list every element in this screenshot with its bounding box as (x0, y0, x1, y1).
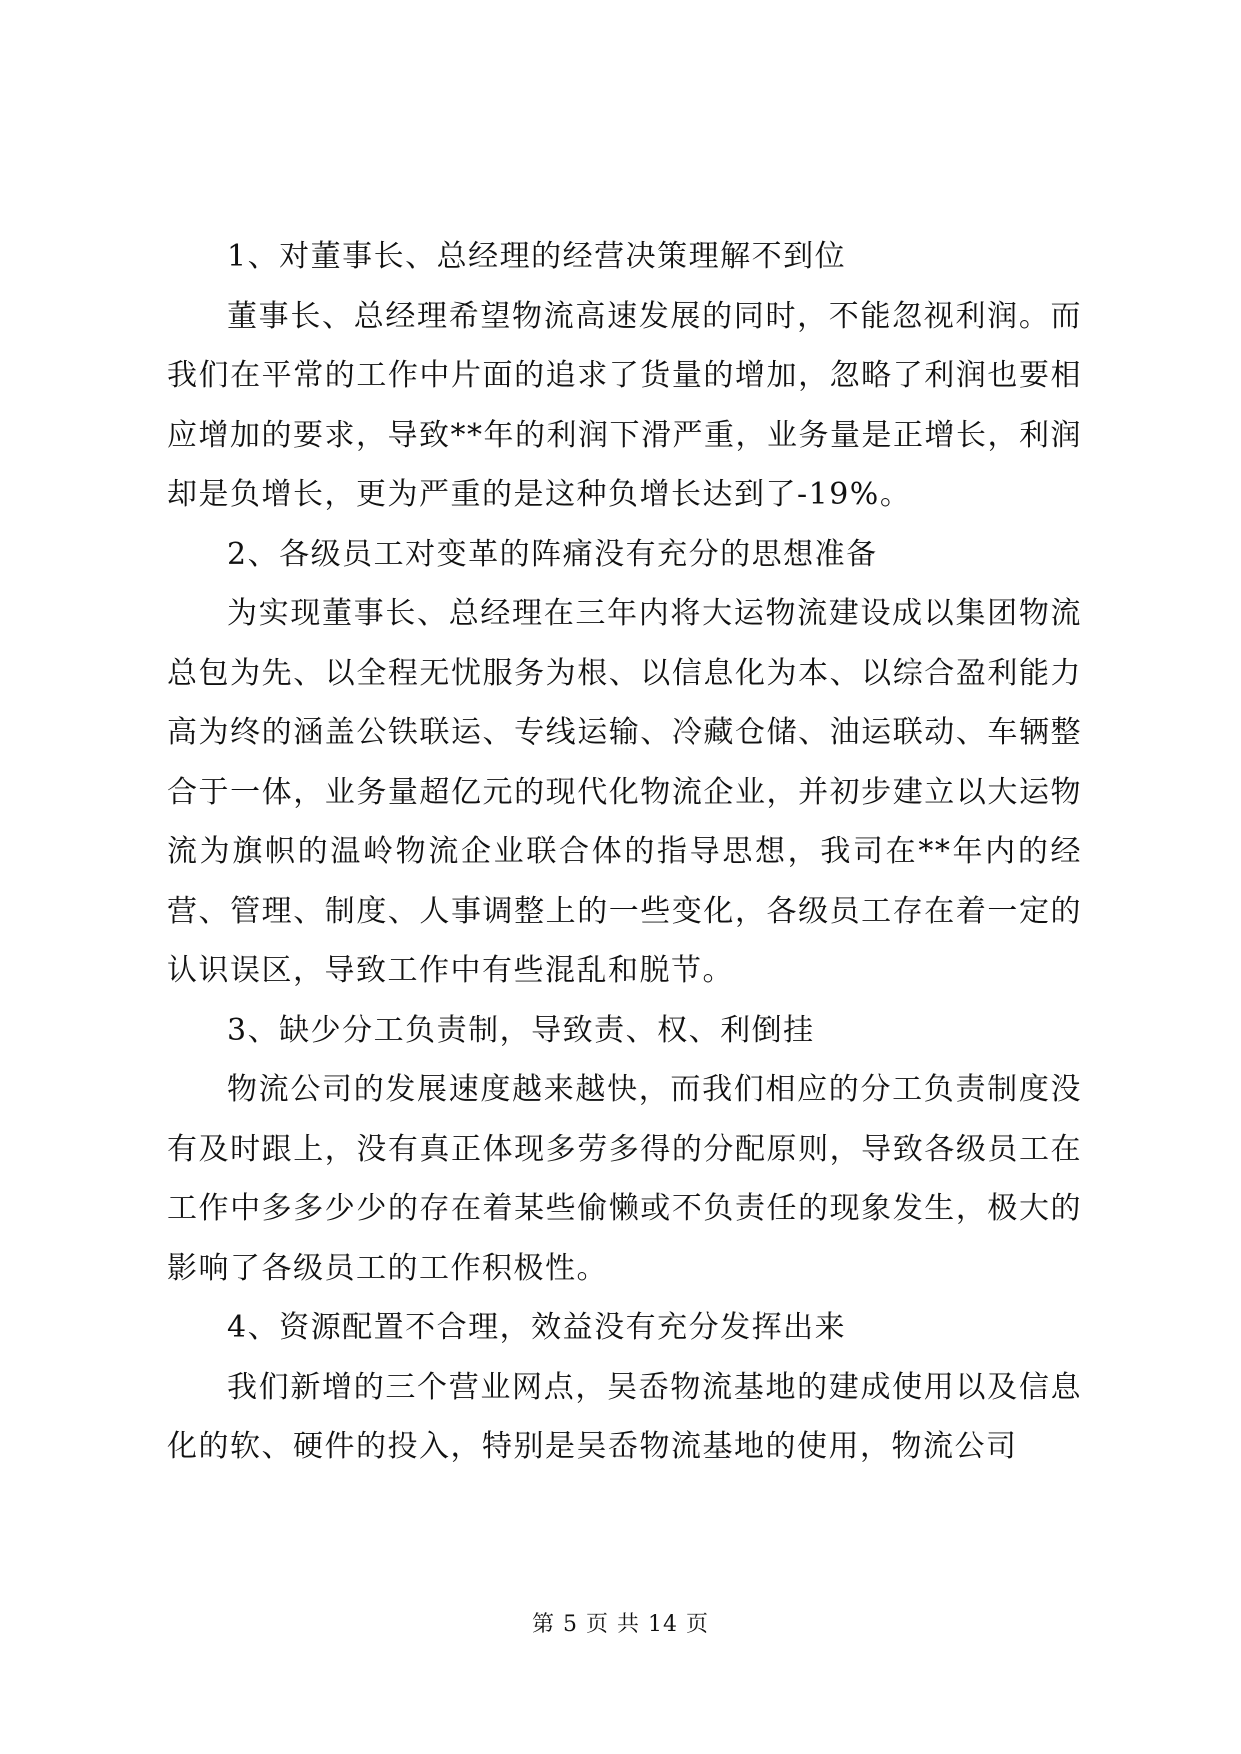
section-paragraph-1: 董事长、总经理希望物流高速发展的同时，不能忽视利润。而我们在平常的工作中片面的追求了货量的增加，忽略了利润也要相应增加的要求，导致**年的利润下滑严重，业务量是正增长，利润却是负增长，更为严重的是这种负增长达到了-19%。 (167, 298, 1082, 512)
section-heading-2: 2、各级员工对变革的阵痛没有充分的思想准备 (227, 536, 878, 572)
section-paragraph-2: 为实现董事长、总经理在三年内将大运物流建设成以集团物流总包为先、以全程无忧服务为根、以信息化为本、以综合盈利能力高为终的涵盖公铁联运、专线运输、冷藏仓储、油运联动、车辆整合于一体，业务量超亿元的现代化物流企业，并初步建立以大运物流为旗帜的温岭物流企业联合体的指导思想，我司在**年内的经营、管理、制度、人事调整上的一些变化，各级员工存在着一定的认识误区，导致工作中有些混乱和脱节。 (167, 596, 1082, 988)
document-body (167, 227, 1082, 1477)
section-heading-3: 3、缺少分工负责制，导致责、权、利倒挂 (227, 1012, 815, 1048)
section-paragraph-3: 物流公司的发展速度越来越快，而我们相应的分工负责制度没有及时跟上，没有真正体现多劳多得的分配原则，导致各级员工在工作中多多少少的存在着某些偷懒或不负责任的现象发生，极大的影响了各级员工的工作积极性。 (167, 1072, 1082, 1286)
page-number-footer: 第 5 页 共 14 页 (532, 1612, 709, 1637)
section-paragraph-4: 我们新增的三个营业网点，吴岙物流基地的建成使用以及信息化的软、硬件的投入，特别是吴岙物流基地的使用，物流公司 (167, 1369, 1082, 1464)
section-heading-1: 1、对董事长、总经理的经营决策理解不到位 (227, 239, 847, 274)
section-heading-4: 4、资源配置不合理，效益没有充分发挥出来 (227, 1310, 847, 1345)
